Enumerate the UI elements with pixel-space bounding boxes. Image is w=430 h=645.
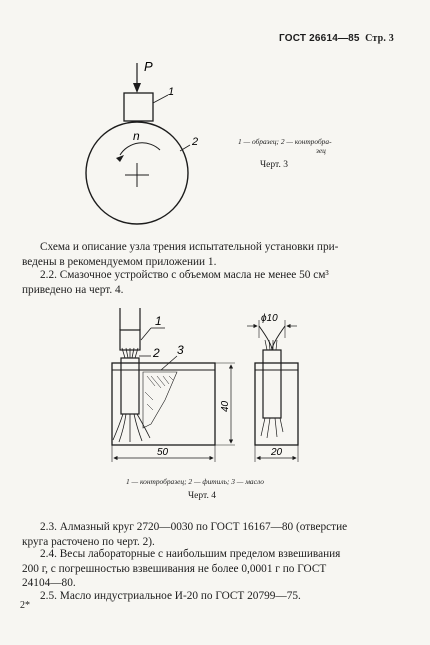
label-1: 1 — [155, 314, 162, 328]
text-line: круга расточено по черт. 2). — [22, 535, 155, 548]
figure-3-caption: Черт. 3 — [260, 160, 288, 170]
legend-line-1: 1 — образец; 2 — контробра- — [238, 137, 332, 146]
text-line: приведено на черт. 4. — [22, 283, 124, 296]
text-line: Схема и описание узла трения испытательной установки при- — [40, 241, 339, 253]
text-line: 24104—80. — [22, 577, 76, 590]
label-2: 2 — [153, 346, 160, 360]
dimension-diameter: ϕ10 — [261, 313, 278, 324]
paragraph-2-4 — [22, 547, 396, 591]
page-header — [279, 33, 394, 44]
rotation-label: n — [133, 129, 140, 143]
text-line: 200 г, с погрешностью взвешивания не более 0,0001 г по ГОСТ — [22, 562, 327, 575]
page-indicator: Стр. 3 — [365, 33, 394, 44]
paragraph-2-3 — [22, 520, 396, 549]
paragraph-2-5 — [22, 589, 396, 604]
figure-4-drawing — [95, 300, 320, 475]
dimension-side-width: 20 — [271, 447, 283, 458]
text-line: 2.5. Масло индустриальное И-20 по ГОСТ 20799—75. — [40, 590, 301, 602]
label-1: 1 — [168, 86, 175, 98]
text-line: 2.2. Смазочное устройство с объемом масла не менее 50 см³ — [40, 269, 329, 281]
text-line: ведены в рекомендуемом приложении 1. — [22, 255, 217, 268]
figure-3-legend — [238, 137, 332, 155]
dimension-height: 40 — [220, 400, 231, 412]
label-2: 2 — [192, 136, 199, 148]
legend-line-2: зец — [316, 146, 326, 155]
dimension-width: 50 — [157, 447, 169, 458]
text-line: 2.4. Весы лабораторные с наибольшим пределом взвешивания — [40, 548, 341, 560]
standard-number: ГОСТ 26614—85 — [278, 33, 360, 44]
force-label: P — [144, 59, 153, 74]
text-line: 2.3. Алмазный круг 2720—0030 по ГОСТ 16167—80 (отверстие — [40, 521, 348, 533]
page-number: 2* — [20, 600, 30, 611]
figure-3-drawing — [80, 55, 220, 235]
figure-4-caption: Черт. 4 — [188, 491, 216, 501]
label-3: 3 — [177, 343, 184, 357]
paragraph-2-2 — [22, 268, 396, 297]
figure-4-legend: 1 — контробразец; 2 — фитиль; 3 — масло — [126, 477, 264, 486]
paragraph-scheme — [22, 240, 396, 269]
